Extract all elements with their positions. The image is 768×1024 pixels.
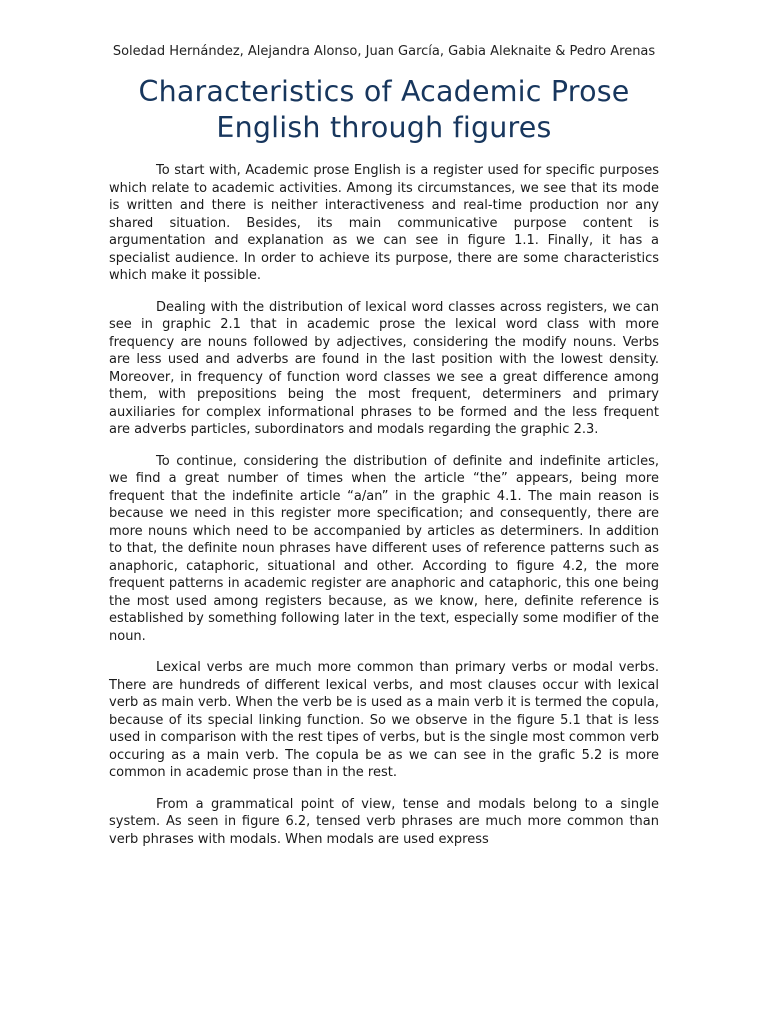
paragraph-articles: To continue, considering the distribution of definite and indefinite articles, we find a great number of times when the article “the” appears, being more frequent that the indefinite article “a/an” in the graphic 4.1. The main reason is because we need in this register more specification; and consequently, there are more nouns which need to be accompanied by articles as determiners. In addition to that, the definite noun phrases have different uses of reference patterns such as anaphoric, cataphoric, situational and other. According to figure 4.2, the more frequent patterns in academic register are anaphoric and cataphoric, this one being the most used among registers because, as we know, here, definite reference is established by something following later in the text, especially some modifier of the noun. — [109, 453, 659, 644]
paragraph-tense-modals: From a grammatical point of view, tense and modals belong to a single system. As seen in figure 6.2, tensed verb phrases are much more common than verb phrases with modals. When modals are used express — [109, 796, 659, 847]
paragraph-lexical-word-classes: Dealing with the distribution of lexical word classes across registers, we can see in graphic 2.1 that in academic prose the lexical word class with more frequency are nouns followed by adjectives, considering the modify nouns. Verbs are less used and adverbs are found in the last position with the lowest density. Moreover, in frequency of function word classes we see a great difference among them, with prepositions being the most frequent, determiners and primary auxiliaries for complex informational phrases to be formed and the less frequent are adverbs particles, subordinators and modals regarding the graphic 2.3. — [109, 299, 659, 437]
paragraph-introduction: To start with, Academic prose English is a register used for specific purposes which relate to academic activities. Among its circumstances, we see that its mode is written and there is neither interactiveness and real-time production nor any shared situation. Besides, its main communicative purpose content is argumentation and explanation as we can see in figure 1.1. Finally, it has a specialist audience. In order to achieve its purpose, there are some characteristics which make it possible. — [109, 163, 659, 283]
author-list: Soledad Hernández, Alejandra Alonso, Juan García, Gabia Aleknaite & Pedro Arenas — [112, 44, 656, 59]
paragraph-lexical-verbs: Lexical verbs are much more common than primary verbs or modal verbs. There are hundreds of different lexical verbs, and most clauses occur with lexical verb as main verb. When the verb be is used as a main verb it is termed the copula, because of its special linking function. So we observe in the figure 5.1 that is less used in comparison with the rest tipes of verbs, but is the single most common verb occuring as a main verb. The copula be as we can see in the grafic 5.2 is more common in academic prose than in the rest. — [109, 660, 659, 780]
document-title: Characteristics of Academic Prose English through figures — [138, 75, 630, 144]
